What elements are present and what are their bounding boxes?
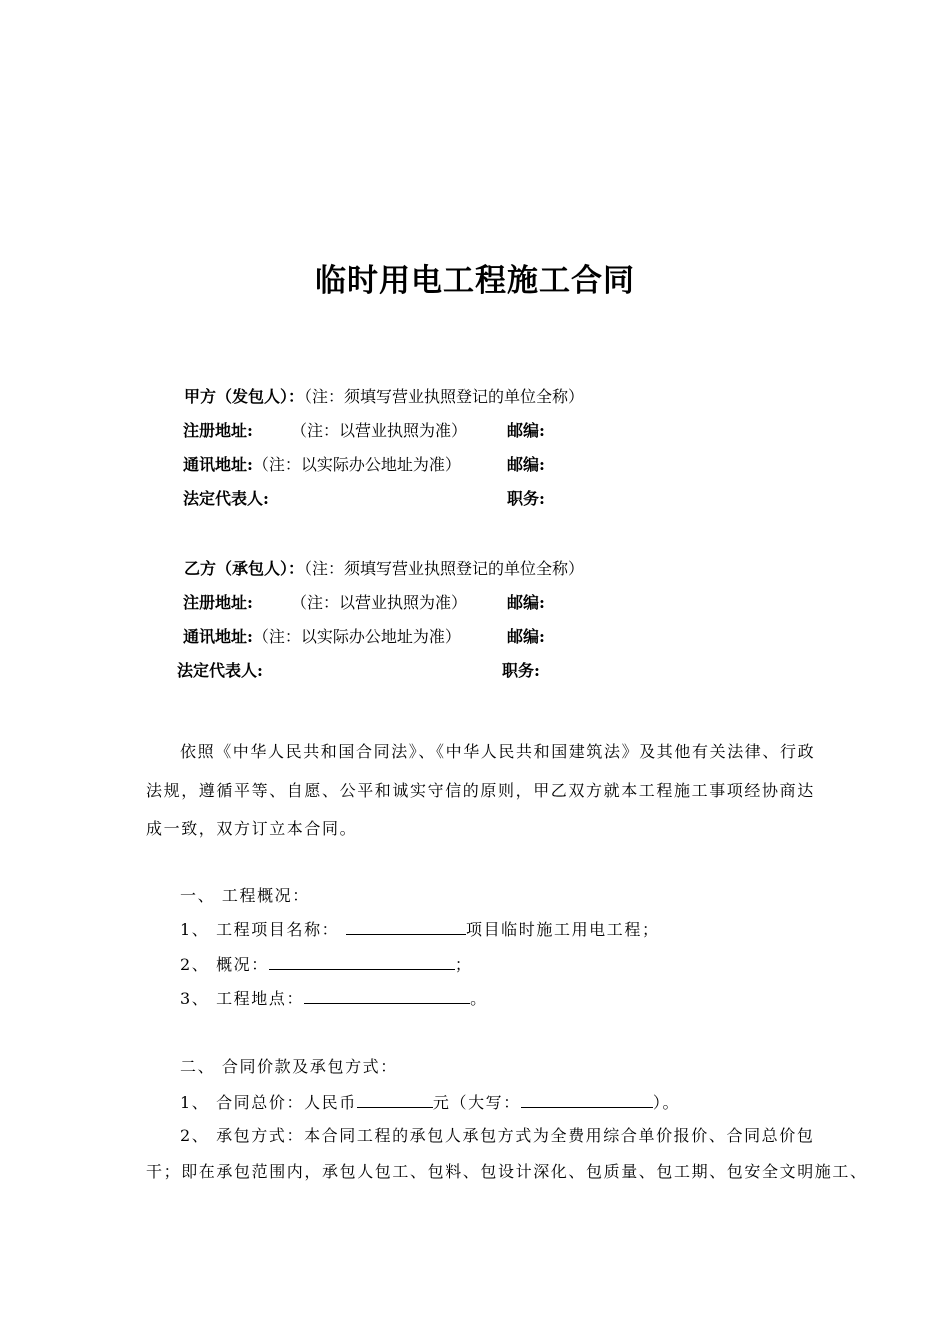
party-a-postcode-label: 邮编: (507, 421, 545, 440)
section1-item2 (180, 953, 472, 976)
party-a-position-label: 职务: (507, 489, 545, 508)
section1-item3-prefix: 3、 工程地点： (180, 989, 305, 1008)
party-b-heading-note: （注：须填写营业执照登记的单位全称） (304, 559, 585, 578)
section1-item3-suffix: 。 (470, 989, 488, 1008)
party-a-reg-address-label: 注册地址: (183, 421, 253, 440)
party-a-mail-address-label: 通讯地址: (183, 455, 253, 474)
section2-item1-suffix: ）。 (652, 1093, 681, 1112)
party-b-mail-address-line (183, 626, 461, 648)
party-b-heading: 乙方（承包人）： (184, 559, 305, 578)
party-a-mail-address-note: （注：以实际办公地址为准） (252, 455, 461, 474)
preamble-line-2: 法规，遵循平等、自愿、公平和诚实守信的原则，甲乙双方就本工程施工事项经协商达 (146, 781, 815, 800)
section1-item3 (180, 987, 488, 1010)
project-location-blank[interactable] (304, 987, 470, 1004)
party-a-heading: 甲方（发包人）： (184, 387, 305, 406)
project-name-blank[interactable] (346, 918, 466, 935)
section2-item1-mid: 元（大写： (432, 1093, 521, 1112)
section1-heading: 一、 工程概况： (180, 886, 310, 905)
preamble-line-1: 依照《中华人民共和国合同法》、《中华人民共和国建筑法》及其他有关法律、行政 (180, 742, 816, 761)
party-b-mail-address-note: （注：以实际办公地址为准） (252, 627, 461, 646)
party-b-legal-rep-label: 法定代表人: (177, 661, 263, 680)
party-a-heading-note: （注：须填写营业执照登记的单位全称） (304, 387, 585, 406)
overview-blank[interactable] (269, 953, 455, 970)
contract-amount-words-blank[interactable] (521, 1091, 653, 1108)
section1-item1 (180, 918, 660, 941)
section2-item2-line-2: 干；即在承包范围内，承包人包工、包料、包设计深化、包质量、包工期、包安全文明施工、 (146, 1162, 868, 1181)
party-b-reg-address-note: （注：以营业执照为准） (291, 593, 468, 612)
party-b-mail-address-label: 通讯地址: (183, 627, 253, 646)
section1-item2-suffix: ； (454, 955, 473, 974)
party-a-postcode-label-2: 邮编: (507, 455, 545, 474)
party-a-heading-line (184, 386, 584, 408)
party-a-legal-rep-label: 法定代表人: (183, 489, 269, 508)
party-b-heading-line (184, 558, 584, 580)
section1-item2-prefix: 2、 概况： (180, 955, 269, 974)
section2-item2-line-1: 2、 承包方式：本合同工程的承包人承包方式为全费用综合单价报价、合同总价包 (180, 1126, 815, 1145)
party-b-reg-address-label: 注册地址: (183, 593, 253, 612)
section2-heading: 二、 合同价款及承包方式： (180, 1057, 398, 1076)
preamble-line-3: 成一致，双方订立本合同。 (146, 819, 358, 838)
party-a-reg-address-note: （注：以营业执照为准） (291, 421, 468, 440)
document-title: 临时用电工程施工合同 (315, 263, 635, 299)
section1-item1-suffix: 项目临时施工用电工程； (465, 920, 660, 939)
party-b-position-label: 职务: (502, 661, 540, 680)
party-b-postcode-label-2: 邮编: (507, 627, 545, 646)
party-b-postcode-label: 邮编: (507, 593, 545, 612)
section2-item1-prefix: 1、 合同总价：人民币 (180, 1093, 357, 1112)
section2-item1 (180, 1091, 680, 1114)
party-a-mail-address-line (183, 454, 461, 476)
contract-amount-blank[interactable] (357, 1091, 433, 1108)
section1-item1-prefix: 1、 工程项目名称： (180, 920, 340, 939)
